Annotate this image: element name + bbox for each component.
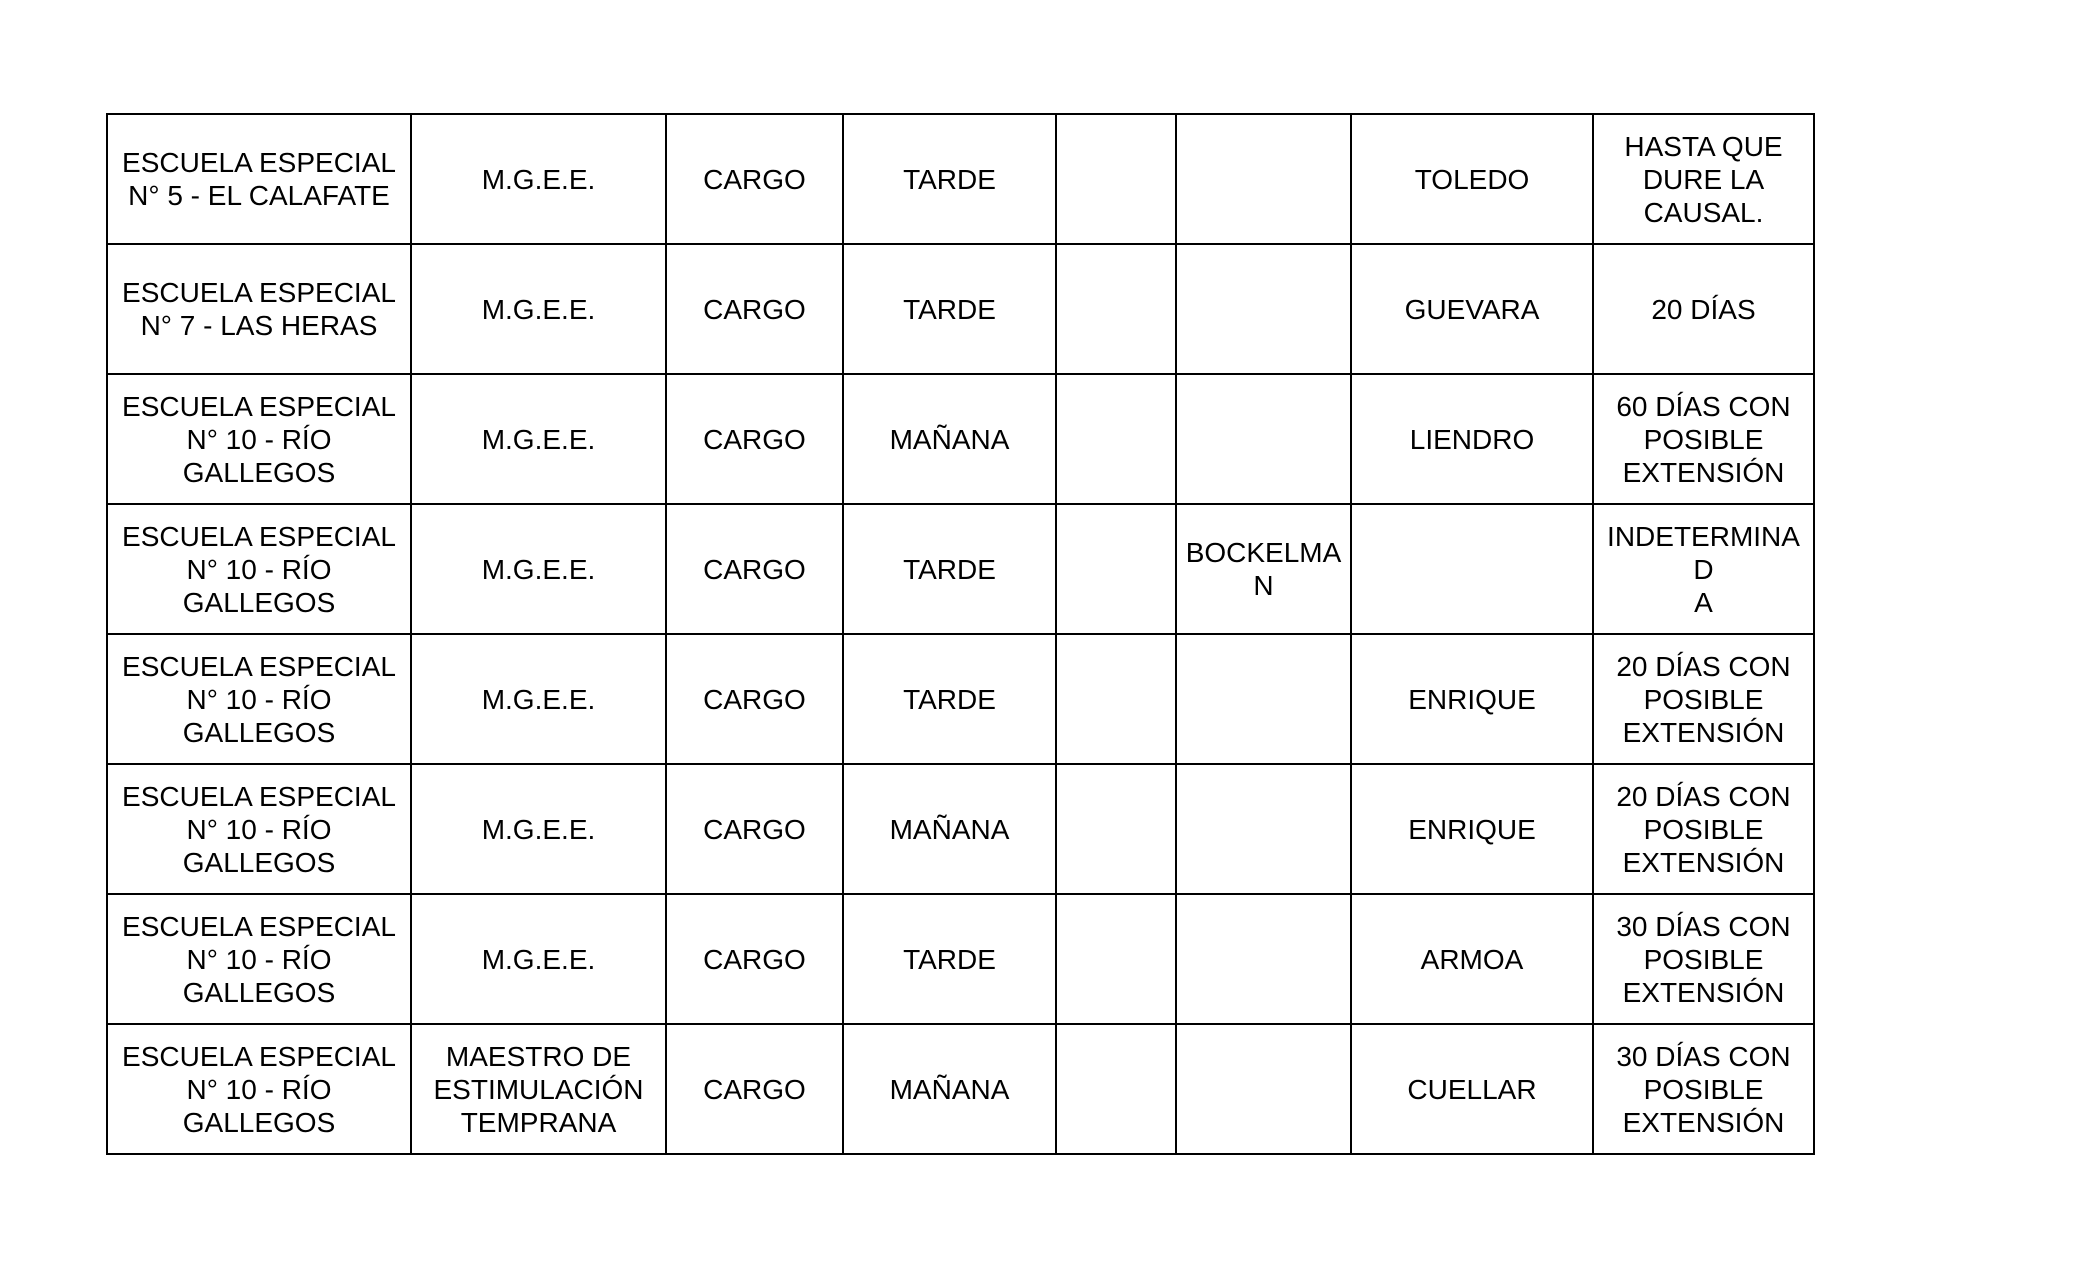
cell-position bbox=[411, 244, 666, 374]
cell-text-line: ESCUELA ESPECIAL bbox=[122, 277, 396, 308]
cell-replacing bbox=[1351, 1024, 1593, 1154]
cell-text-line: CARGO bbox=[703, 943, 806, 975]
cell-text-line: CARGO bbox=[703, 1073, 806, 1105]
cell-text-line: TARDE bbox=[903, 683, 996, 715]
cell-duration bbox=[1593, 114, 1814, 244]
cell-text-line: N° 10 - RÍO bbox=[186, 1073, 332, 1105]
cell-text-line: EXTENSIÓN bbox=[1622, 716, 1785, 748]
cell-text-line: M.G.E.E. bbox=[481, 683, 596, 715]
table-row bbox=[107, 894, 1814, 1024]
cell-replacing bbox=[1351, 764, 1593, 894]
cell-duration bbox=[1593, 764, 1814, 894]
cell-text-line: GALLEGOS bbox=[182, 586, 336, 618]
cell-position bbox=[411, 504, 666, 634]
cell-type bbox=[666, 764, 843, 894]
cell-text-line: ESCUELA ESPECIAL bbox=[122, 390, 396, 422]
cell-replacing bbox=[1351, 894, 1593, 1024]
cell-holder bbox=[1176, 1024, 1351, 1154]
cell-text-line: POSIBLE bbox=[1643, 1073, 1764, 1105]
cell-text-line: EXTENSIÓN bbox=[1622, 1106, 1785, 1138]
cell-duration bbox=[1593, 244, 1814, 374]
cell-text-line: M.G.E.E. bbox=[481, 423, 596, 455]
table-body bbox=[107, 114, 1814, 1154]
cell-text-line: N° 10 - RÍO bbox=[186, 943, 332, 975]
cell-school bbox=[107, 374, 411, 504]
cell-holder bbox=[1176, 894, 1351, 1024]
cell-text-line: 60 DÍAS CON bbox=[1616, 390, 1791, 422]
cell-replacing bbox=[1351, 374, 1593, 504]
cell-holder bbox=[1176, 244, 1351, 374]
cell-text-line: MAÑANA bbox=[889, 423, 1010, 455]
cell-type bbox=[666, 374, 843, 504]
cell-text-line: HASTA QUE bbox=[1624, 130, 1783, 162]
cell-text-line: M.G.E.E. bbox=[481, 813, 596, 845]
cell-text-line: EXTENSIÓN bbox=[1622, 456, 1785, 488]
cell-type bbox=[666, 244, 843, 374]
cell-school bbox=[107, 894, 411, 1024]
cell-blank-a bbox=[1056, 764, 1176, 894]
cell-text-line: N° 7 - LAS HERAS bbox=[140, 310, 378, 341]
cell-text-line: 30 DÍAS CON bbox=[1616, 910, 1791, 942]
cell-text-line: GALLEGOS bbox=[182, 716, 336, 748]
cell-text-line: ESCUELA ESPECIAL bbox=[122, 650, 396, 682]
cell-text-line: CARGO bbox=[703, 553, 806, 585]
cell-replacing bbox=[1351, 504, 1593, 634]
cell-text-line: ENRIQUE bbox=[1408, 683, 1536, 715]
cell-school bbox=[107, 1024, 411, 1154]
cell-text-line: ESTIMULACIÓN bbox=[433, 1073, 644, 1105]
cell-text-line: 20 DÍAS bbox=[1651, 293, 1756, 325]
cell-position bbox=[411, 114, 666, 244]
cell-type bbox=[666, 504, 843, 634]
cell-holder bbox=[1176, 634, 1351, 764]
cell-school bbox=[107, 764, 411, 894]
cell-text-line: INDETERMINAD bbox=[1607, 520, 1800, 585]
cell-text-line: POSIBLE bbox=[1643, 943, 1764, 975]
cell-text-line: A bbox=[1694, 586, 1713, 618]
cell-school bbox=[107, 504, 411, 634]
cell-text-line: LIENDRO bbox=[1409, 423, 1535, 455]
cell-text-line: MAÑANA bbox=[889, 1073, 1010, 1105]
cell-text-line: N° 10 - RÍO bbox=[186, 683, 332, 715]
cell-duration bbox=[1593, 374, 1814, 504]
cell-holder bbox=[1176, 114, 1351, 244]
cell-text-line: 20 DÍAS CON bbox=[1616, 780, 1791, 812]
cell-type bbox=[666, 894, 843, 1024]
cell-text-line: CARGO bbox=[703, 293, 806, 325]
cell-holder bbox=[1176, 374, 1351, 504]
cell-text-line: POSIBLE bbox=[1643, 683, 1764, 715]
cell-type bbox=[666, 634, 843, 764]
cell-text-line: GALLEGOS bbox=[182, 1106, 336, 1138]
cell-shift bbox=[843, 634, 1056, 764]
cell-position bbox=[411, 634, 666, 764]
cell-duration bbox=[1593, 1024, 1814, 1154]
cell-shift bbox=[843, 1024, 1056, 1154]
cell-text-line: CARGO bbox=[703, 813, 806, 845]
cell-position bbox=[411, 764, 666, 894]
cell-text-line: M.G.E.E. bbox=[481, 163, 596, 195]
cell-holder bbox=[1176, 504, 1351, 634]
cell-shift bbox=[843, 504, 1056, 634]
cell-text-line: GUEVARA bbox=[1404, 293, 1540, 325]
cell-text-line: TEMPRANA bbox=[460, 1106, 617, 1138]
cell-text-line: M.G.E.E. bbox=[481, 293, 596, 325]
cell-text-line: 20 DÍAS CON bbox=[1616, 650, 1791, 682]
cell-shift bbox=[843, 244, 1056, 374]
cell-position bbox=[411, 1024, 666, 1154]
cell-text-line: M.G.E.E. bbox=[481, 943, 596, 975]
cell-shift bbox=[843, 114, 1056, 244]
cell-shift bbox=[843, 894, 1056, 1024]
cell-school bbox=[107, 634, 411, 764]
cell-shift bbox=[843, 374, 1056, 504]
cell-blank-a bbox=[1056, 504, 1176, 634]
cell-text-line: N bbox=[1253, 570, 1274, 601]
cell-school bbox=[107, 114, 411, 244]
cell-type bbox=[666, 1024, 843, 1154]
cell-text-line: M.G.E.E. bbox=[481, 553, 596, 585]
cell-text-line: CUELLAR bbox=[1407, 1073, 1537, 1105]
cell-text-line: GALLEGOS bbox=[182, 846, 336, 878]
cell-text-line: ARMOA bbox=[1420, 943, 1524, 975]
cell-text-line: CARGO bbox=[703, 423, 806, 455]
cell-text-line: POSIBLE bbox=[1643, 423, 1764, 455]
cell-holder bbox=[1176, 764, 1351, 894]
cell-type bbox=[666, 114, 843, 244]
cell-text-line: CARGO bbox=[703, 683, 806, 715]
cell-position bbox=[411, 374, 666, 504]
cell-duration bbox=[1593, 894, 1814, 1024]
cell-text-line: TARDE bbox=[903, 943, 996, 975]
cell-shift bbox=[843, 764, 1056, 894]
cell-text-line: N° 5 - EL CALAFATE bbox=[128, 180, 390, 211]
cell-text-line: EXTENSIÓN bbox=[1622, 846, 1785, 878]
cell-replacing bbox=[1351, 634, 1593, 764]
cell-blank-a bbox=[1056, 634, 1176, 764]
cell-duration bbox=[1593, 634, 1814, 764]
cell-text-line: GALLEGOS bbox=[182, 456, 336, 488]
cell-blank-a bbox=[1056, 374, 1176, 504]
cell-text-line: ESCUELA ESPECIAL bbox=[122, 147, 396, 178]
cell-text-line: EXTENSIÓN bbox=[1622, 976, 1785, 1008]
cell-text-line: TOLEDO bbox=[1414, 163, 1530, 195]
cell-position bbox=[411, 894, 666, 1024]
cell-text-line: CAUSAL. bbox=[1643, 196, 1764, 228]
cell-text-line: N° 10 - RÍO bbox=[186, 553, 332, 585]
table-row bbox=[107, 634, 1814, 764]
cell-text-line: TARDE bbox=[903, 293, 996, 325]
data-table bbox=[106, 113, 1815, 1155]
cell-text-line: POSIBLE bbox=[1643, 813, 1764, 845]
table-row bbox=[107, 244, 1814, 374]
cell-text-line: N° 10 - RÍO bbox=[186, 813, 332, 845]
cell-blank-a bbox=[1056, 1024, 1176, 1154]
table-row bbox=[107, 114, 1814, 244]
cell-text-line: ESCUELA ESPECIAL bbox=[122, 520, 396, 552]
cell-text-line: MAESTRO DE bbox=[445, 1040, 632, 1072]
cell-text-line: N° 10 - RÍO bbox=[186, 423, 332, 455]
cell-text-line: CARGO bbox=[703, 163, 806, 195]
cell-text-line: ESCUELA ESPECIAL bbox=[122, 1040, 396, 1072]
cell-text-line: TARDE bbox=[903, 163, 996, 195]
cell-text-line: MAÑANA bbox=[889, 813, 1010, 845]
cell-text-line: TARDE bbox=[903, 553, 996, 585]
table-row bbox=[107, 764, 1814, 894]
cell-text-line: ENRIQUE bbox=[1408, 813, 1536, 845]
cell-blank-a bbox=[1056, 244, 1176, 374]
cell-school bbox=[107, 244, 411, 374]
table-row bbox=[107, 504, 1814, 634]
cell-text-line: 30 DÍAS CON bbox=[1616, 1040, 1791, 1072]
cell-text-line: BOCKELMA bbox=[1185, 537, 1342, 568]
table-row bbox=[107, 1024, 1814, 1154]
cell-blank-a bbox=[1056, 114, 1176, 244]
cell-blank-a bbox=[1056, 894, 1176, 1024]
cell-text-line: GALLEGOS bbox=[182, 976, 336, 1008]
cell-replacing bbox=[1351, 114, 1593, 244]
cell-text-line: ESCUELA ESPECIAL bbox=[122, 780, 396, 812]
cell-replacing bbox=[1351, 244, 1593, 374]
cell-duration bbox=[1593, 504, 1814, 634]
cell-text-line: DURE LA bbox=[1642, 163, 1765, 195]
table-row bbox=[107, 374, 1814, 504]
cell-text-line: ESCUELA ESPECIAL bbox=[122, 910, 396, 942]
